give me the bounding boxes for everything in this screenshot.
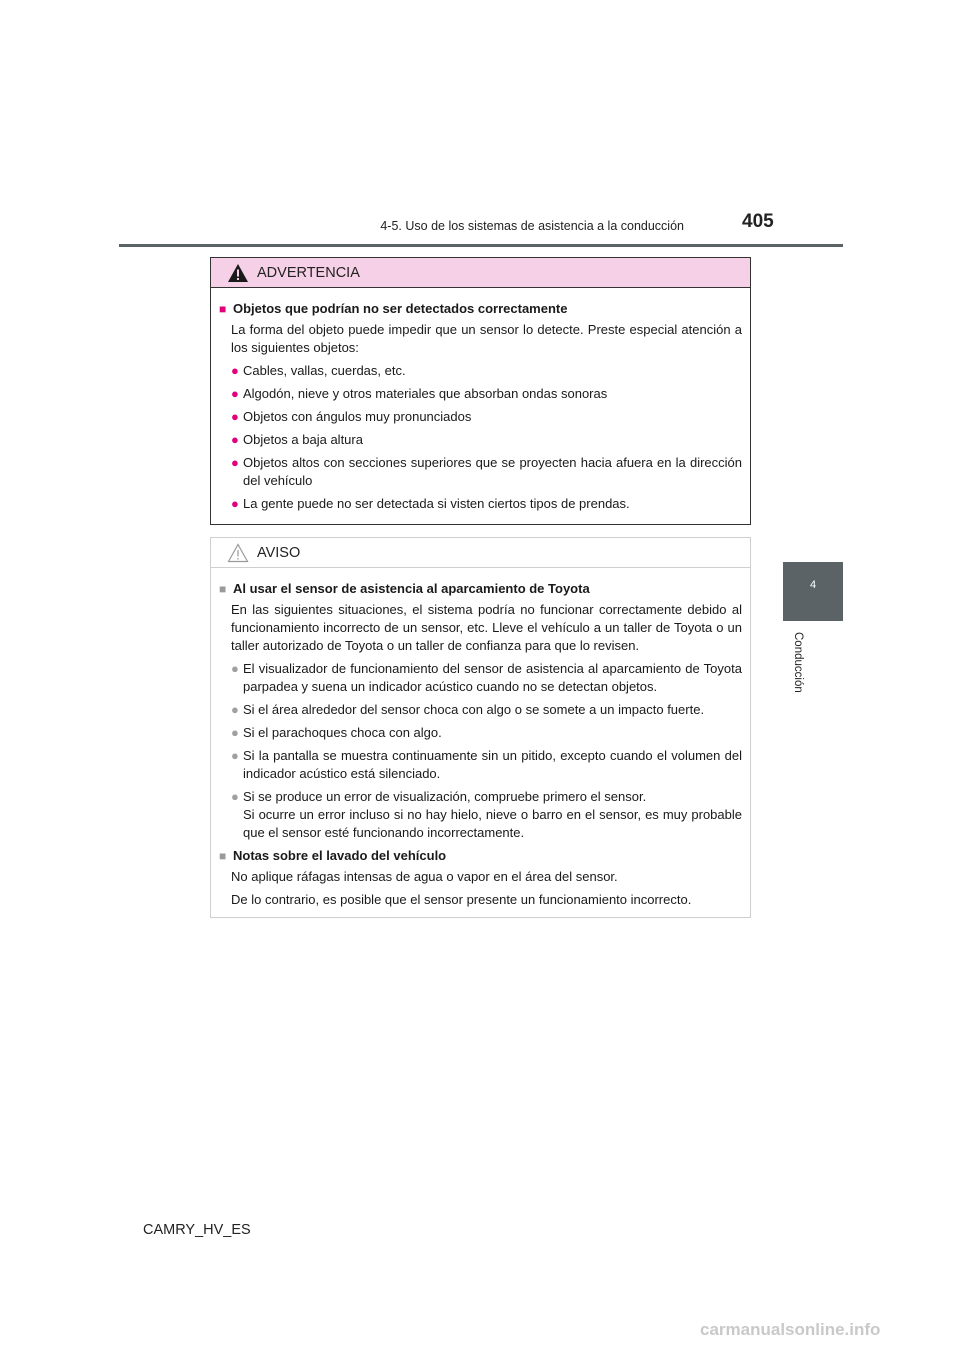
bullet-dot-icon: ● xyxy=(231,386,239,401)
footer-model-code: CAMRY_HV_ES xyxy=(143,1222,251,1238)
list-item-text: Cables, vallas, cuerdas, etc. xyxy=(243,363,406,378)
bullet-dot-icon: ● xyxy=(231,748,239,763)
list-item-text: Si el área alrededor del sensor choca con algo o se somete a un impacto fuerte. xyxy=(243,702,705,717)
list-item-line: Si ocurre un error incluso si no hay hielo, nieve o barro en el sensor, es muy probable que el sensor esté funcionando incorrectamente. xyxy=(243,807,742,840)
list-item xyxy=(219,495,742,513)
notice-paragraph: De lo contrario, es posible que el sensor presente un funcionamiento incorrecto. xyxy=(231,892,692,907)
list-item-text: La gente puede no ser detectada si visten ciertos tipos de prendas. xyxy=(243,496,630,511)
list-item-text: Algodón, nieve y otros materiales que absorban ondas sonoras xyxy=(243,386,608,401)
bullet-dot-icon: ● xyxy=(231,496,239,511)
square-bullet-icon: ■ xyxy=(219,849,227,863)
notice-section-title-text: Notas sobre el lavado del vehículo xyxy=(233,848,447,863)
bullet-dot-icon: ● xyxy=(231,363,239,378)
warning-box-title: ADVERTENCIA xyxy=(257,264,360,281)
bullet-dot-icon: ● xyxy=(231,455,239,470)
list-item-text: Objetos altos con secciones superiores que se proyecten hacia afuera en la dirección del vehículo xyxy=(243,455,742,488)
notice-intro: En las siguientes situaciones, el sistema podría no funcionar correctamente debido al funcionamiento incorrecto de un sensor, etc. Lleve el vehículo a un taller de Toyota o un taller autorizado de Toyota o un taller de confianza para que lo revisen. xyxy=(231,602,742,653)
bullet-dot-icon: ● xyxy=(231,789,239,804)
notice-box xyxy=(210,537,751,918)
warning-box xyxy=(210,257,751,525)
bullet-dot-icon: ● xyxy=(231,432,239,447)
list-item xyxy=(219,431,742,449)
header-rule xyxy=(119,244,843,247)
watermark: carmanualsonline.info xyxy=(700,1320,881,1339)
list-item xyxy=(219,724,742,742)
page-number: 405 xyxy=(742,211,774,232)
list-item-text: El visualizador de funcionamiento del sensor de asistencia al aparcamiento de Toyota parpadea y suena un indicador acústico cuando no se detectan objetos. xyxy=(243,661,742,694)
running-header-section: 4-5. Uso de los sistemas de asistencia a la conducción xyxy=(380,219,684,233)
list-item xyxy=(219,362,742,380)
warning-intro: La forma del objeto puede impedir que un sensor lo detecte. Preste especial atención a los siguientes objetos: xyxy=(231,322,742,355)
bullet-dot-icon: ● xyxy=(231,702,239,717)
list-item-text: Objetos a baja altura xyxy=(243,432,363,447)
list-item xyxy=(219,747,742,783)
warning-box-header xyxy=(211,258,750,288)
list-item xyxy=(219,408,742,426)
list-item-text: Si el parachoques choca con algo. xyxy=(243,725,442,740)
notice-box-header xyxy=(211,538,750,568)
warning-section-title xyxy=(219,300,742,318)
warning-box-body xyxy=(211,288,750,513)
list-item xyxy=(219,385,742,403)
bullet-dot-icon: ● xyxy=(231,725,239,740)
chapter-tab xyxy=(783,562,843,621)
list-item-line: Si se produce un error de visualización, compruebe primero el sensor. xyxy=(243,789,647,804)
list-item xyxy=(219,454,742,490)
list-item xyxy=(219,788,742,842)
notice-box-title: AVISO xyxy=(257,544,301,561)
chapter-number: 4 xyxy=(809,579,817,591)
bullet-dot-icon: ● xyxy=(231,409,239,424)
list-item xyxy=(219,660,742,696)
chapter-label: Conducción xyxy=(792,632,804,693)
list-item xyxy=(219,701,742,719)
square-bullet-icon: ■ xyxy=(219,302,227,316)
notice-paragraph: No aplique ráfagas intensas de agua o vapor en el área del sensor. xyxy=(231,869,618,884)
notice-box-body xyxy=(211,568,750,909)
list-item-text: Si la pantalla se muestra continuamente sin un pitido, excepto cuando el volumen del indicador acústico está silenciado. xyxy=(243,748,742,781)
warning-section-title-text: Objetos que podrían no ser detectados correctamente xyxy=(233,301,568,316)
list-item-text xyxy=(243,788,742,842)
notice-section-title xyxy=(219,847,742,865)
square-bullet-icon: ■ xyxy=(219,582,227,596)
list-item-text: Objetos con ángulos muy pronunciados xyxy=(243,409,472,424)
caution-triangle-icon xyxy=(227,543,249,563)
notice-section-title xyxy=(219,580,742,598)
warning-triangle-icon xyxy=(227,263,249,283)
notice-section-title-text: Al usar el sensor de asistencia al aparcamiento de Toyota xyxy=(233,581,590,596)
bullet-dot-icon: ● xyxy=(231,661,239,676)
